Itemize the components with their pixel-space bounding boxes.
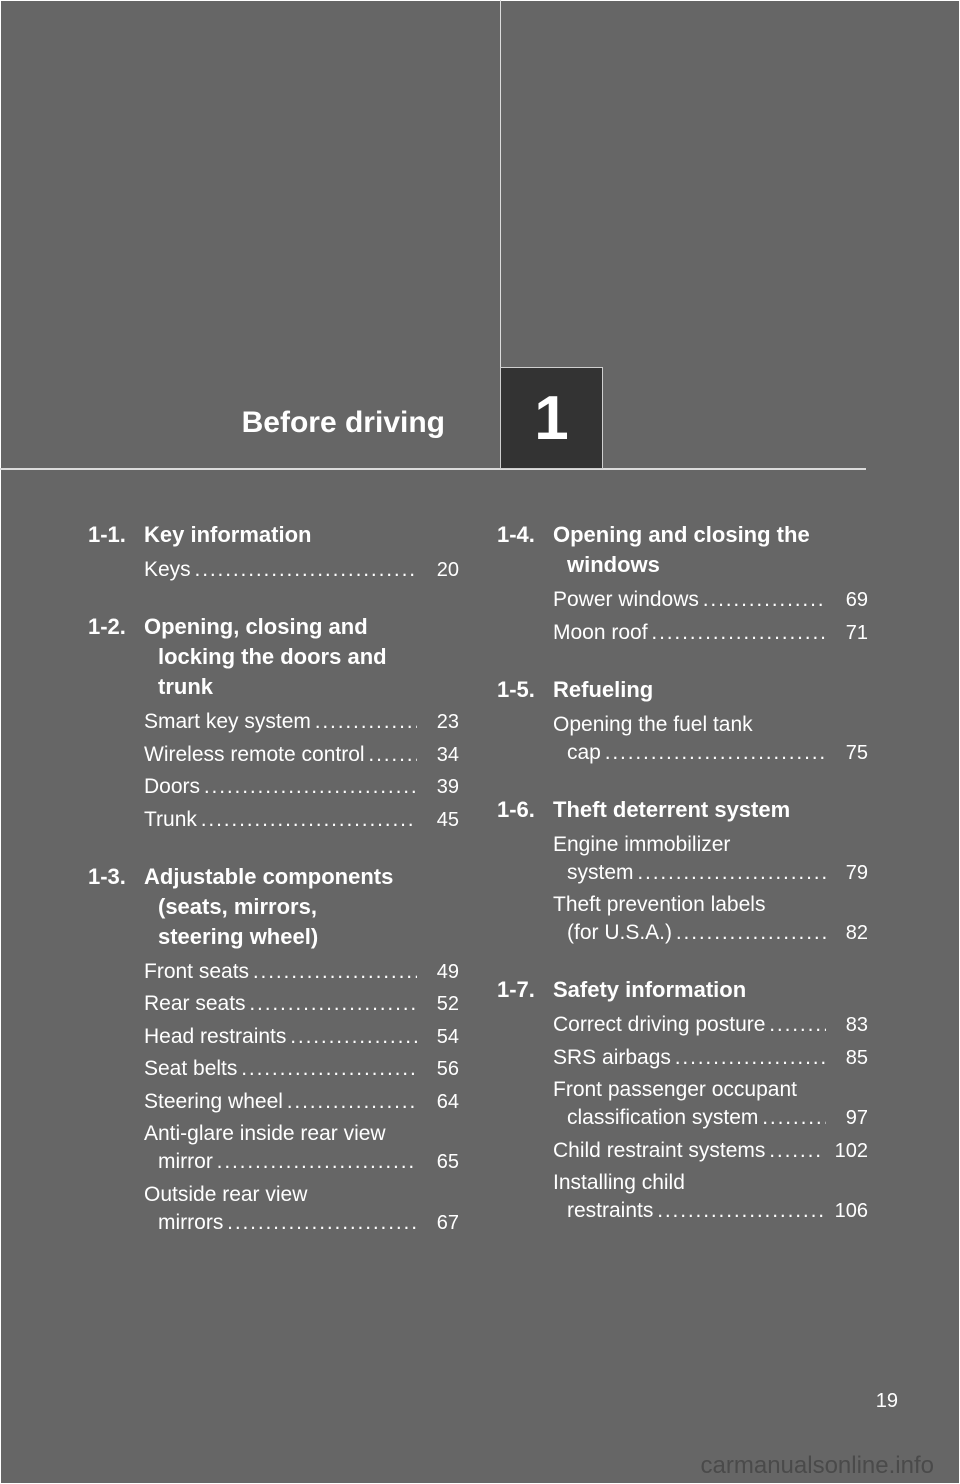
section-heading[interactable] (88, 862, 459, 952)
entry-page: 75 (845, 741, 868, 764)
section-number: 1-2. (88, 614, 126, 639)
section-heading[interactable] (88, 520, 459, 550)
entry-page: 52 (436, 993, 459, 1015)
section-title (144, 612, 459, 702)
entry-label: Doors . . . (144, 773, 417, 801)
entry-page: 20 (436, 559, 459, 581)
section-number: 1-7. (497, 977, 535, 1002)
toc-section (497, 975, 868, 1225)
section-title-line: Opening, closing and (144, 614, 368, 639)
toc-entry-engine-immobilizer[interactable] (553, 831, 868, 887)
toc-entry-installing-child-restraints[interactable] (553, 1169, 868, 1225)
section-title: Key information (144, 522, 312, 547)
toc-entry-child-restraint-systems[interactable] (553, 1137, 868, 1165)
entry-page: 79 (845, 861, 868, 884)
toc-entry-wireless-remote-control[interactable] (144, 741, 459, 769)
toc-entry-head-restraints[interactable] (144, 1023, 459, 1051)
toc-entry-steering-wheel[interactable] (144, 1088, 459, 1116)
entry-page: 82 (845, 922, 868, 944)
chapter-number: 1 (534, 383, 569, 453)
entry-page: 71 (845, 621, 868, 644)
section-heading[interactable] (497, 520, 868, 580)
entry-label: Rear seats . . . (144, 990, 417, 1018)
toc-entry-anti-glare-mirror[interactable] (144, 1120, 459, 1176)
toc-section (497, 520, 868, 647)
entry-label: Moon roof . . . (553, 619, 826, 647)
entry-page: 64 (436, 1090, 459, 1113)
toc-entry-trunk[interactable] (144, 806, 459, 834)
section-number: 1-1. (88, 522, 126, 547)
entry-page: 97 (845, 1107, 868, 1129)
entry-page: 56 (436, 1058, 459, 1080)
section-heading[interactable] (88, 612, 459, 702)
toc-section (88, 612, 459, 834)
entry-page: 102 (834, 1139, 868, 1162)
entry-label-line2: mirror . . . (144, 1148, 417, 1176)
section-title: Theft deterrent system (553, 796, 791, 822)
toc-entry-smart-key-system[interactable] (144, 708, 459, 736)
entry-label: Seat belts . . . (144, 1055, 417, 1083)
section-heading[interactable] (497, 795, 868, 825)
toc-entry-outside-rear-view-mirrors[interactable] (144, 1181, 459, 1237)
entry-page: 23 (436, 711, 459, 733)
entry-label-line1: Theft prevention labels (553, 893, 766, 916)
toc-section (88, 520, 459, 584)
toc-right-column (497, 520, 868, 1253)
toc-entry-occupant-classification[interactable] (553, 1076, 868, 1132)
entry-page: 49 (436, 960, 459, 983)
entry-page: 69 (845, 589, 868, 611)
entry-label: Wireless remote control . . . (144, 741, 417, 769)
entry-page: 65 (436, 1151, 459, 1173)
toc-entry-theft-prevention-labels[interactable] (553, 891, 868, 947)
watermark: carmanualsonline.info (700, 1452, 934, 1479)
entry-page: 106 (834, 1200, 868, 1222)
entry-label: Keys . . . (144, 556, 417, 584)
section-title-line: Opening and closing the (553, 522, 810, 547)
entry-label-line1: Anti-glare inside rear view (144, 1122, 386, 1145)
entry-label-line2: system . . . (553, 859, 826, 887)
toc-entry-keys[interactable] (144, 556, 459, 584)
section-title-line: locking the doors and (158, 644, 387, 669)
section-title (553, 520, 868, 580)
section-number: 1-3. (88, 863, 126, 889)
section-title: Refueling (553, 676, 654, 702)
toc-entry-front-seats[interactable] (144, 958, 459, 986)
toc-entry-seat-belts[interactable] (144, 1055, 459, 1083)
toc-entry-rear-seats[interactable] (144, 990, 459, 1018)
toc-entry-srs-airbags[interactable] (553, 1044, 868, 1072)
entry-label-line2: cap . . . (553, 739, 826, 767)
entry-label-line1: Engine immobilizer (553, 832, 731, 856)
entry-page: 83 (845, 1014, 868, 1036)
toc-entry-driving-posture[interactable] (553, 1011, 868, 1039)
toc-section (88, 862, 459, 1237)
entry-label: Head restraints . . . (144, 1023, 417, 1051)
toc-entry-moon-roof[interactable] (553, 619, 868, 647)
entry-label: Smart key system . . . (144, 708, 417, 736)
entry-label-line2: restraints . . . (553, 1197, 823, 1225)
entry-label: Correct driving posture . . . (553, 1011, 826, 1039)
section-title-line: windows (567, 552, 660, 577)
entry-label: SRS airbags . . . (553, 1044, 826, 1072)
section-title: Safety information (553, 977, 747, 1002)
entry-label: Front seats . . . (144, 958, 417, 986)
entry-label: Steering wheel . . . (144, 1088, 417, 1116)
entry-label: Trunk . . . (144, 806, 417, 834)
section-title-line: trunk (158, 674, 213, 699)
section-title (144, 862, 459, 952)
entry-label-line2: (for U.S.A.) . . . (553, 919, 826, 947)
chapter-number-box (500, 367, 603, 469)
entry-page: 34 (436, 743, 459, 766)
entry-label-line2: classification system . . . (553, 1104, 826, 1132)
section-title-line: Adjustable components (144, 863, 394, 889)
section-heading[interactable] (497, 675, 868, 705)
section-title-line: (seats, mirrors, (158, 893, 317, 919)
toc-left-column (88, 520, 459, 1265)
toc-entry-power-windows[interactable] (553, 586, 868, 614)
entry-label: Child restraint systems . . . (553, 1137, 823, 1165)
entry-label-line1: Outside rear view (144, 1182, 308, 1206)
entry-label-line2: mirrors . . . (144, 1209, 417, 1237)
section-number: 1-5. (497, 676, 535, 702)
entry-page: 67 (436, 1211, 459, 1234)
entry-label-line1: Front passenger occupant (553, 1078, 797, 1101)
entry-page: 39 (436, 776, 459, 798)
entry-label-line1: Installing child (553, 1171, 685, 1194)
toc-entry-doors[interactable] (144, 773, 459, 801)
entry-label-line1: Opening the fuel tank (553, 712, 753, 736)
toc-entry-fuel-tank-cap[interactable] (553, 711, 868, 767)
horizontal-rule (0, 468, 866, 470)
section-number: 1-6. (497, 796, 535, 822)
page-number: 19 (875, 1390, 898, 1412)
section-number: 1-4. (497, 522, 535, 547)
entry-page: 85 (845, 1046, 868, 1069)
toc-section (497, 675, 868, 767)
toc-section (497, 795, 868, 948)
entry-page: 54 (436, 1025, 459, 1048)
chapter-title: Before driving (241, 406, 445, 439)
entry-label: Power windows . . . (553, 586, 826, 614)
section-heading[interactable] (497, 975, 868, 1005)
entry-page: 45 (436, 808, 459, 831)
section-title-line: steering wheel) (158, 923, 319, 949)
